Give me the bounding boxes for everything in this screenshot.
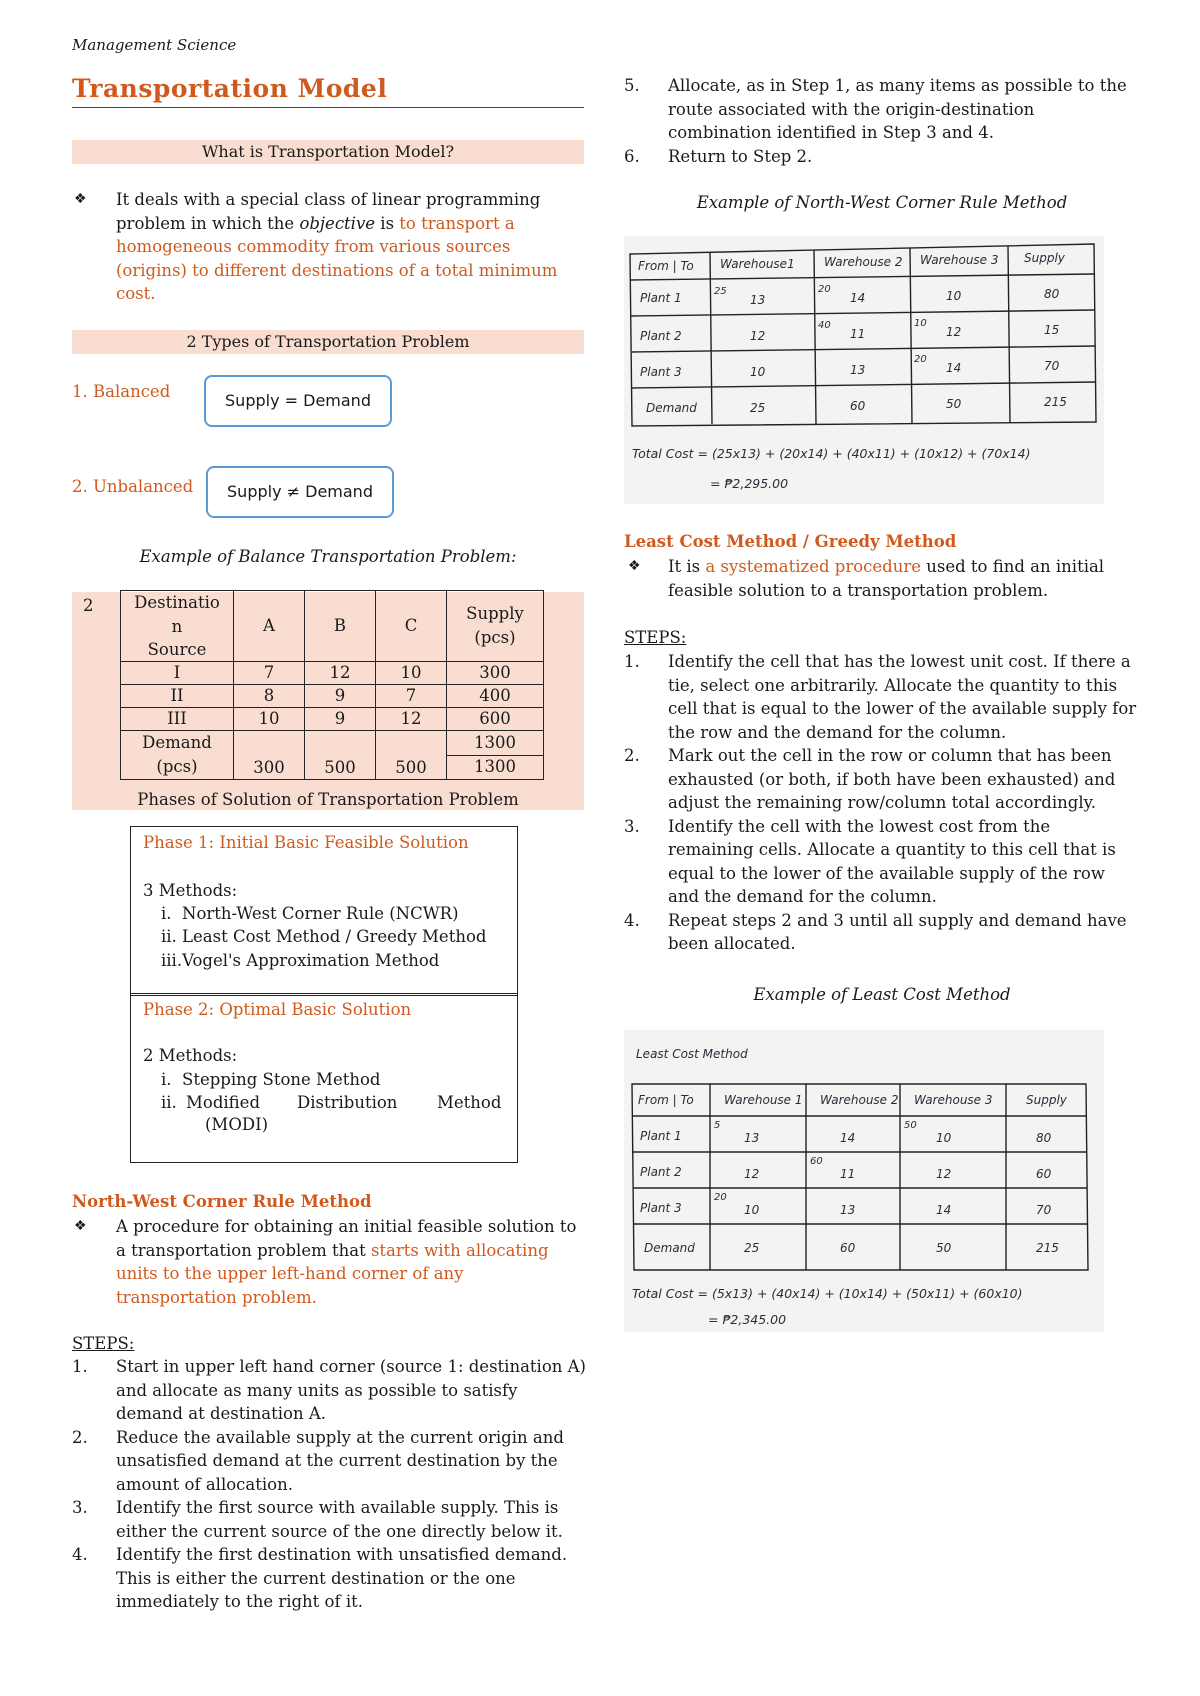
section-band-what-is: What is Transportation Model? <box>72 140 584 164</box>
lcm-handwritten-example <box>624 1030 1104 1332</box>
hand-cell: 10 <box>936 1131 952 1145</box>
diamond-bullet-icon: ❖ <box>74 191 87 207</box>
hand-lcm-title: Least Cost Method <box>636 1047 748 1061</box>
phase2-method-2-word1: Modified <box>186 1093 261 1112</box>
list-item: 4. Identify the first destination with unsatisfied demand. This is either the current destination or the one immediately to the right of it. <box>72 1545 568 1611</box>
phases-heading: Phases of Solution of Transportation Problem <box>137 790 519 809</box>
hand-cell: 14 <box>840 1131 856 1145</box>
hand-alloc: 25 <box>714 286 727 297</box>
col-header-b: B <box>305 591 376 662</box>
phase1-method-2: ii. Least Cost Method / Greedy Method <box>161 927 487 946</box>
hand-header: Warehouse 1 <box>724 1093 803 1107</box>
hand-cell: 10 <box>946 289 962 303</box>
col-header-supply: Supply (pcs) <box>447 591 544 662</box>
hand-row-label: Plant 3 <box>640 1201 682 1215</box>
unbalanced-formula-box: Supply ≠ Demand <box>206 466 394 518</box>
hand-alloc: 5 <box>714 1120 721 1131</box>
hand-header: From | To <box>638 259 694 273</box>
hand-row-label: Plant 2 <box>640 329 682 343</box>
hand-cell: 80 <box>1036 1131 1052 1145</box>
hand-cell: 13 <box>750 293 766 307</box>
hand-row-label: Demand <box>644 1241 695 1255</box>
col-header-a: A <box>234 591 305 662</box>
what-is-paragraph: It deals with a special class of linear programming problem in which the objective is to transport a homogeneous commodity from various sources (origins) to different destinations of a total minimum cost. <box>116 190 558 303</box>
list-item: 3. Identify the first source with available supply. This is either the current source of the one directly below it. <box>72 1498 563 1541</box>
list-item: 3. Identify the cell with the lowest cost from the remaining cells. Allocate a quantity to this cell that is equal to the lower of the available supply of the row and the demand for the column. <box>624 816 1116 906</box>
hand-header: Supply <box>1026 1093 1067 1107</box>
balance-example-caption: Example of Balance Transportation Problem: <box>139 547 517 566</box>
hand-total-cost: Total Cost = (25x13) + (20x14) + (40x11) + (10x12) + (70x14) <box>632 446 1031 461</box>
list-item: 6. Return to Step 2. <box>624 146 813 166</box>
balance-table: Destination A B C Supply (pcs) Source I 7 12 10 300 II 8 9 7 400 III 10 9 12 600 Demand (pcs) 300 500 500 1300 1300 <box>120 590 544 780</box>
hand-cell: 25 <box>744 1241 760 1255</box>
hand-cell: 70 <box>1044 359 1060 373</box>
diamond-bullet-icon: ❖ <box>74 1218 87 1234</box>
hand-header: Warehouse 2 <box>824 255 903 269</box>
header-destination: Destination <box>121 591 234 640</box>
list-item: 2. Mark out the cell in the row or column that has been exhausted (or both, if both have been exhausted) and adjust the remaining row/column total accordingly. <box>624 746 1116 812</box>
lcm-steps-label: STEPS: <box>624 628 687 647</box>
hand-row-label: Plant 3 <box>640 365 682 379</box>
nwcr-steps-continued <box>624 74 1140 168</box>
nwcr-paragraph: A procedure for obtaining an initial feasible solution to a transportation problem that starts with allocating units to the upper left-hand corner of any transportation problem. <box>116 1217 577 1307</box>
lcm-handwritten-svg <box>624 1030 1104 1332</box>
phase1-methods-label: 3 Methods: <box>143 881 238 900</box>
hand-cell: 11 <box>850 327 866 341</box>
hand-result: = ₱2,295.00 <box>710 476 789 491</box>
hand-cell: 15 <box>1044 323 1060 337</box>
diamond-bullet-icon: ❖ <box>628 558 641 574</box>
hand-header: Warehouse1 <box>720 257 795 271</box>
balanced-formula-box: Supply = Demand <box>204 375 392 427</box>
hand-header: Warehouse 2 <box>820 1093 899 1107</box>
hand-row-label: Demand <box>646 401 697 415</box>
hand-cell: 13 <box>840 1203 856 1217</box>
hand-header: Supply <box>1024 251 1065 265</box>
unbalanced-label: 2. Unbalanced <box>72 477 194 496</box>
phase2-method-2-number: ii. <box>161 1093 177 1112</box>
hand-cell: 60 <box>850 399 866 413</box>
hand-alloc: 50 <box>904 1120 917 1131</box>
list-item: 2. Reduce the available supply at the current origin and unsatisfied demand at the current destination by the amount of allocation. <box>72 1427 564 1494</box>
hand-cell: 12 <box>744 1167 760 1181</box>
hand-row-label: Plant 1 <box>640 1129 682 1143</box>
phase2-method-1: i. Stepping Stone Method <box>161 1070 381 1089</box>
phase2-methods-label: 2 Methods: <box>143 1046 238 1065</box>
hand-cell: 215 <box>1044 395 1067 409</box>
lcm-paragraph: It is a systematized procedure used to find an initial feasible solution to a transportation problem. <box>668 557 1105 600</box>
hand-cell: 10 <box>750 365 766 379</box>
nwcr-steps-label: STEPS: <box>72 1334 135 1353</box>
hand-cell: 10 <box>744 1203 760 1217</box>
hand-cell: 12 <box>946 325 962 339</box>
demand-row: Demand (pcs) 300 500 500 1300 <box>121 731 544 756</box>
hand-cell: 12 <box>936 1167 952 1181</box>
lcm-example-caption: Example of Least Cost Method <box>753 985 1011 1004</box>
hand-header: Warehouse 3 <box>914 1093 993 1107</box>
hand-cell: 14 <box>946 361 962 375</box>
balanced-label: 1. Balanced <box>72 382 171 401</box>
hand-alloc: 20 <box>714 1192 727 1203</box>
lcm-steps-list <box>624 650 1140 956</box>
hand-cell: 70 <box>1036 1203 1052 1217</box>
hand-cell: 25 <box>750 401 766 415</box>
table-corner-number: 2 <box>83 596 94 615</box>
header-source: Source <box>121 639 234 662</box>
phase2-box <box>130 993 518 1163</box>
hand-cell: 12 <box>750 329 766 343</box>
phase2-title: Phase 2: Optimal Basic Solution <box>143 1000 412 1019</box>
hand-alloc: 20 <box>914 354 927 365</box>
hand-alloc: 20 <box>818 284 831 295</box>
phase1-method-3: iii.Vogel's Approximation Method <box>161 951 440 970</box>
lcm-heading: Least Cost Method / Greedy Method <box>624 532 957 551</box>
section-band-types: 2 Types of Transportation Problem <box>72 330 584 354</box>
hand-cell: 13 <box>744 1131 760 1145</box>
hand-cell: 60 <box>840 1241 856 1255</box>
hand-result: = ₱2,345.00 <box>708 1312 787 1327</box>
hand-total-cost: Total Cost = (5x13) + (40x14) + (10x14) + (50x11) + (60x10) <box>632 1286 1023 1301</box>
hand-cell: 50 <box>936 1241 952 1255</box>
table-row: I 7 12 10 300 <box>121 662 544 685</box>
col-header-c: C <box>376 591 447 662</box>
hand-alloc: 10 <box>914 318 927 329</box>
hand-alloc: 60 <box>810 1156 823 1167</box>
nwcr-handwritten-svg <box>624 236 1104 504</box>
phase2-method-2-word3: Method <box>437 1093 502 1112</box>
nwcr-example-caption: Example of North-West Corner Rule Method <box>696 193 1068 212</box>
hand-cell: 14 <box>936 1203 952 1217</box>
phase1-title: Phase 1: Initial Basic Feasible Solution <box>143 833 469 852</box>
hand-cell: 13 <box>850 363 866 377</box>
phase1-method-1: i. North-West Corner Rule (NCWR) <box>161 904 459 923</box>
list-item: 1. Identify the cell that has the lowest unit cost. If there a tie, select one arbitrarily. Allocate the quantity to this cell that is equal to the lower of the available supply for the row and the demand for the column. <box>624 652 1137 742</box>
table-row: III 10 9 12 600 <box>121 708 544 731</box>
list-item: 5. Allocate, as in Step 1, as many items as possible to the route associated with the origin-destination combination identified in Step 3 and 4. <box>624 76 1127 142</box>
hand-cell: 80 <box>1044 287 1060 301</box>
hand-cell: 14 <box>850 291 866 305</box>
nwcr-heading: North-West Corner Rule Method <box>72 1192 372 1211</box>
hand-alloc: 40 <box>818 320 831 331</box>
hand-cell: 50 <box>946 397 962 411</box>
list-item: 1. Start in upper left hand corner (source 1: destination A) and allocate as many units as possible to satisfy demand at destination A. <box>72 1357 586 1423</box>
table-row: II 8 9 7 400 <box>121 685 544 708</box>
page-header: Management Science <box>72 36 237 54</box>
phase2-method-2-word2: Distribution <box>297 1093 398 1112</box>
hand-row-label: Plant 2 <box>640 1165 682 1179</box>
hand-cell: 11 <box>840 1167 856 1181</box>
phase2-method-2-word4: (MODI) <box>205 1115 269 1134</box>
hand-cell: 60 <box>1036 1167 1052 1181</box>
nwcr-steps-list <box>72 1355 586 1614</box>
hand-cell: 215 <box>1036 1241 1059 1255</box>
nwcr-handwritten-example <box>624 236 1104 504</box>
page-title: Transportation Model <box>72 74 584 108</box>
hand-header: From | To <box>638 1093 694 1107</box>
phase1-box <box>130 826 518 996</box>
hand-row-label: Plant 1 <box>640 291 682 305</box>
hand-header: Warehouse 3 <box>920 253 999 267</box>
list-item: 4. Repeat steps 2 and 3 until all supply and demand have been allocated. <box>624 910 1127 953</box>
